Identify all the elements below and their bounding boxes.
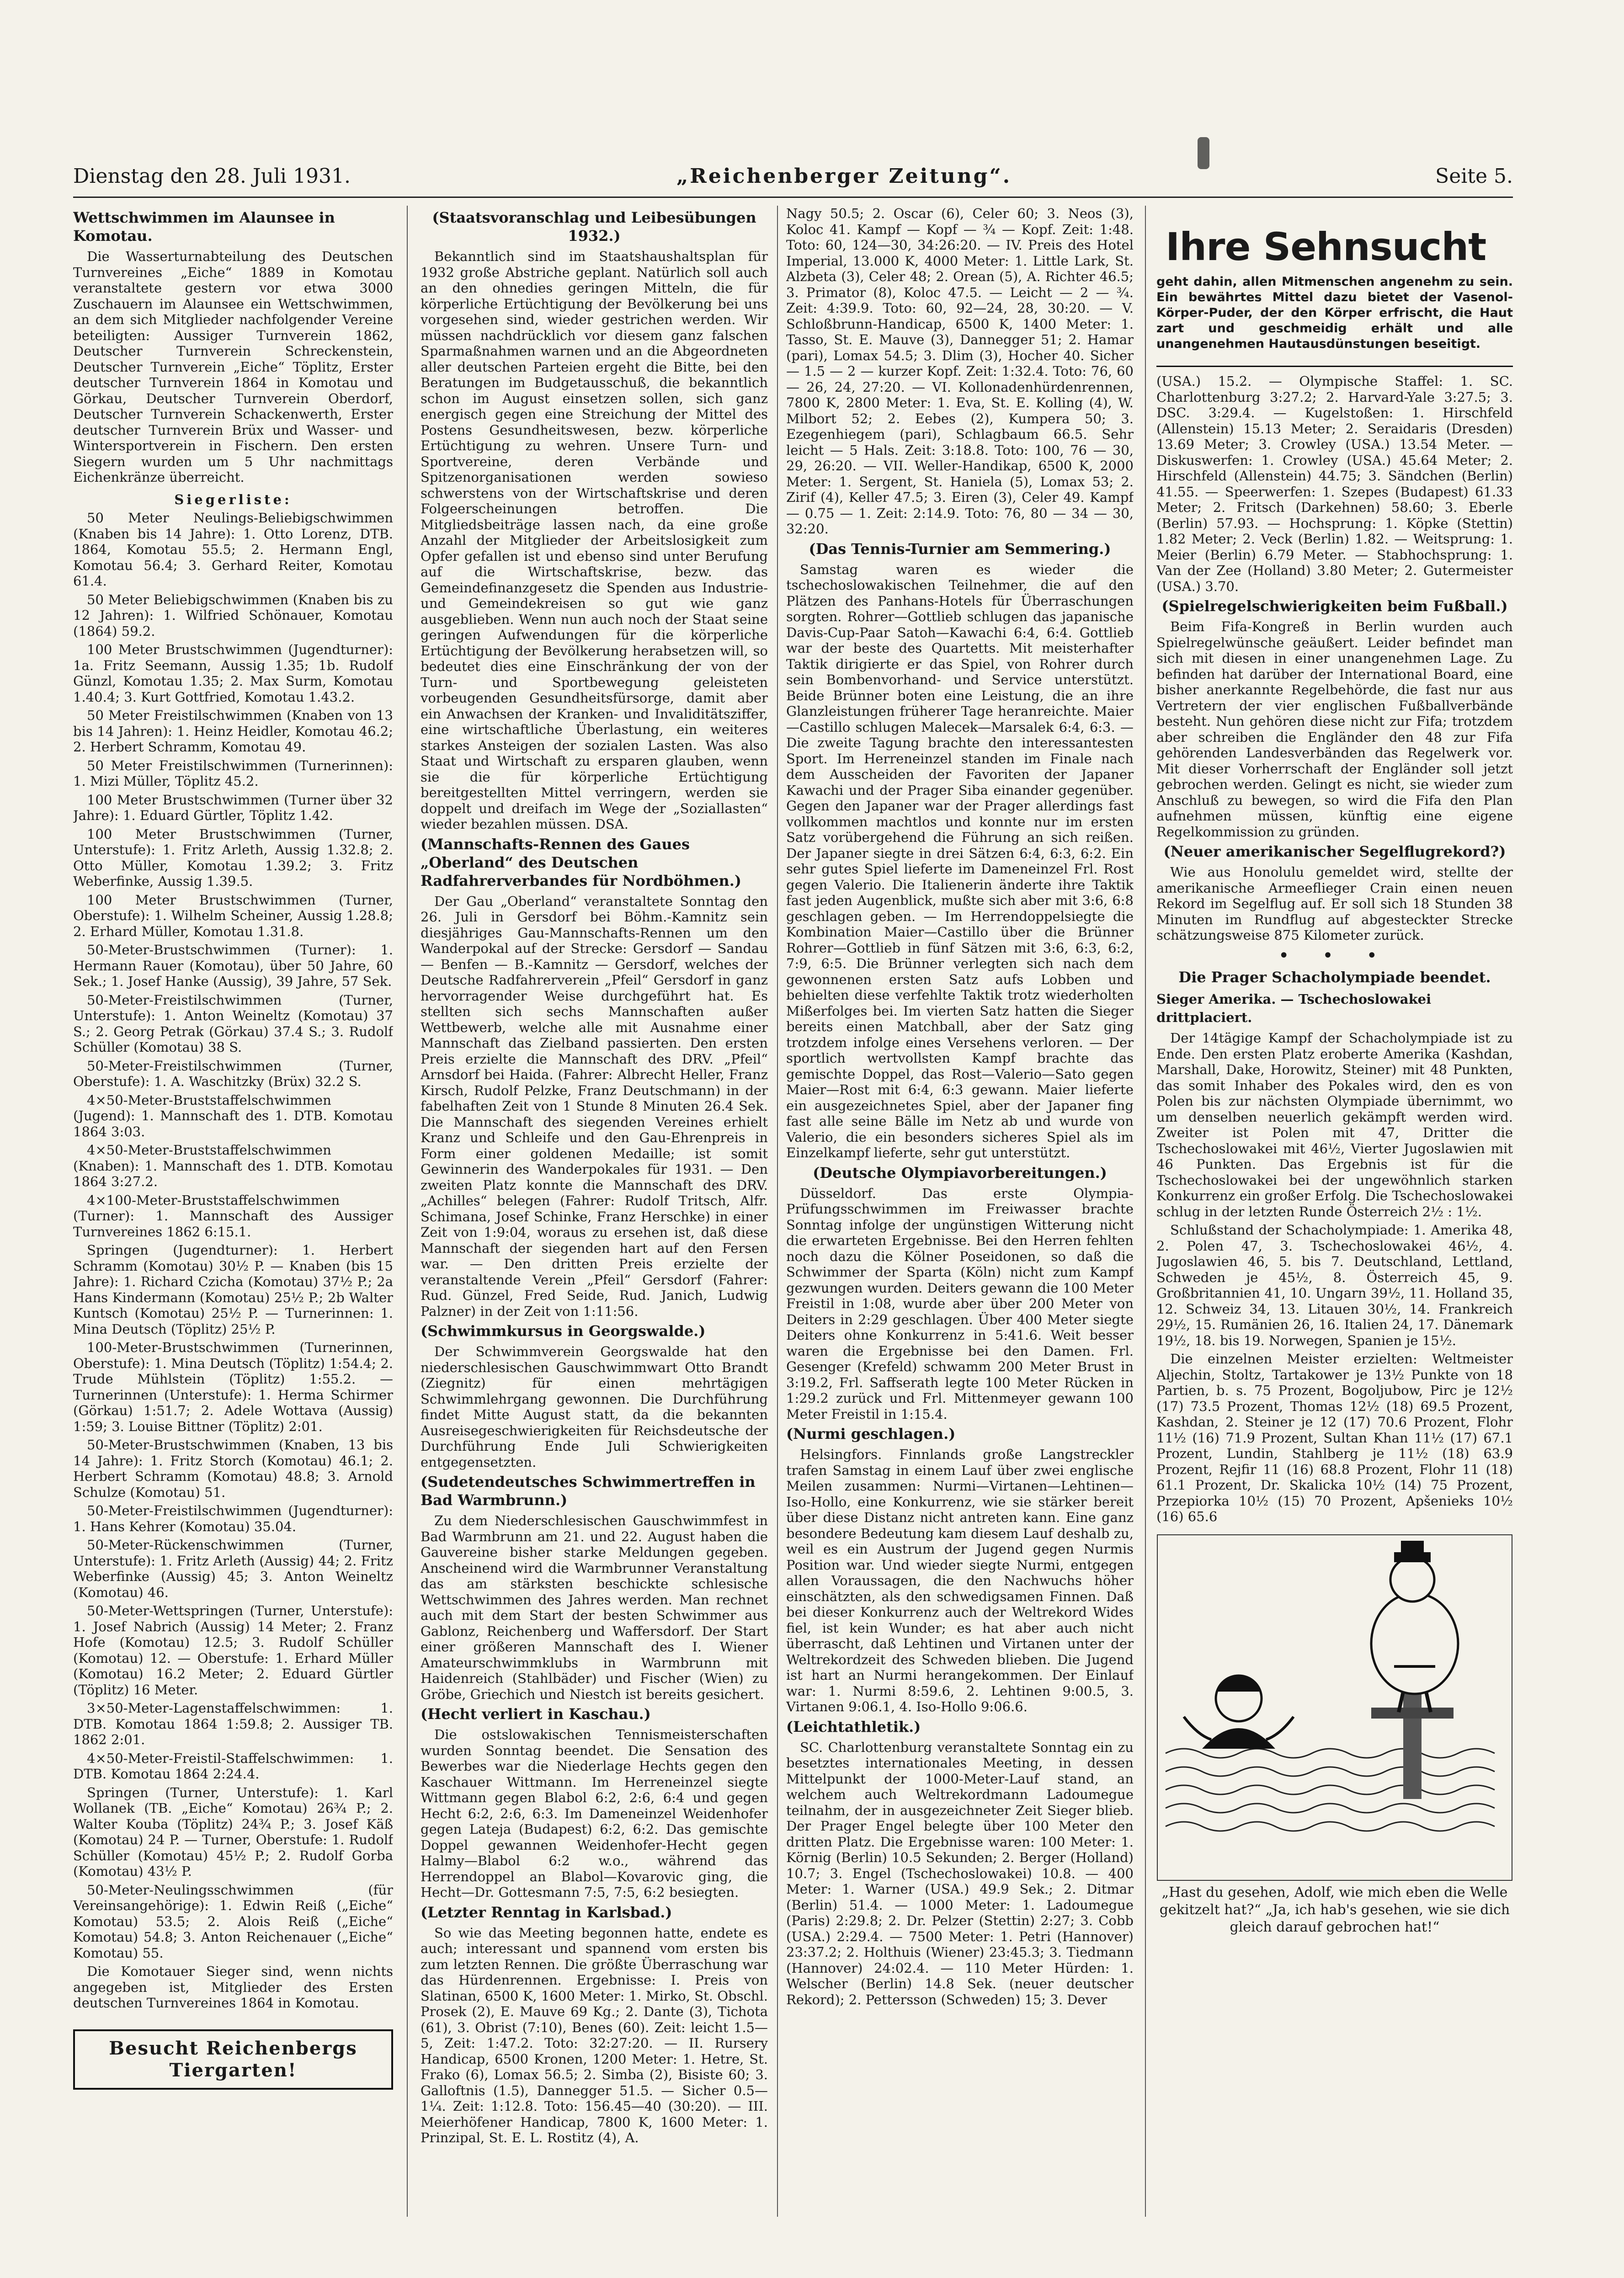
- article-heading: (Das Tennis-Turnier am Semmering.): [809, 540, 1111, 558]
- column-rule: [1145, 206, 1146, 2217]
- result-entry: 4×50-Meter-Freistil-Staffelschwimmen: 1. DTB. Komotau 1864 2:24.4.: [73, 1750, 393, 1782]
- advertisement-zoo: Besucht Reichenbergs Tiergarten!: [73, 2029, 393, 2090]
- result-entry: 4×100-Meter-Bruststaffelschwimmen (Turner): 1. Mannschaft des Aussiger Turnvereines 1862 6:15.1.: [73, 1192, 393, 1240]
- separator-dots: • • •: [1278, 945, 1391, 966]
- article-heading: Wettschwimmen im Alaunsee in Komotau.: [73, 209, 335, 245]
- result-entry: 50-Meter-Freistilschwimmen (Turner, Oberstufe): 1. A. Waschitzky (Brüx) 32.2 S.: [73, 1058, 393, 1089]
- article-heading: (Nurmi geschlagen.): [786, 1425, 956, 1442]
- result-entry: 50 Meter Neulings-Beliebigschwimmen (Knaben bis 14 Jahre): 1. Otto Lorenz, DTB. 1864, Komotau 55.5; 2. Hermann Engl, Komotau 56.4; 3. Gerhard Reiter, Komotau 61.4.: [73, 510, 393, 589]
- result-entry: 50 Meter Beliebigschwimmen (Knaben bis zu 12 Jahren): 1. Wilfried Schönauer, Komotau (1864) 59.2.: [73, 591, 393, 639]
- article-paragraph: Wie aus Honolulu gemeldet wird, stellte der amerikanische Armeeflieger Crain einen neuen Rekord im Segelflug auf. Er soll sich 18 Stunden 38 Minuten im Rundflug auf abgesteckter Strecke schätzungsweise 875 Kilometer zurück.: [1156, 864, 1513, 943]
- results-list: [73, 510, 393, 2011]
- result-entry: 100 Meter Brustschwimmen (Turner, Unterstufe): 1. Fritz Arleth, Aussig 1.32.8; 2. Otto Müller, Komotau 1.39.2; 3. Fritz Weberfinke, Aussig 1.39.5.: [73, 826, 393, 889]
- article-paragraph: Die ostslowakischen Tennismeisterschaften wurden Sonntag beendet. Die Sensation des Bewerbes war die Niederlage Hechts gegen den Kaschauer Wittmann. Im Herreneinzel siegte Wittmann gegen Blabol 6:2, 2:6, 6:4 und gegen Hecht 6:2, 2:6, 6:3. Im Dameneinzel Weidenhofer gegen Lateja (Budapest) 6:2, 6:2. Das gemischte Doppel gewannen Weidenhofer-Hecht gegen Halmy—Blabol 6:2 w.o., während das Herrendoppel an Blabol—Kovarovic ging, die Hecht—Dr. Gottesmann 7:5, 7:5, 6:2 besiegten.: [421, 1727, 768, 1900]
- result-entry: 50-Meter-Wettspringen (Turner, Unterstufe): 1. Josef Nabrich (Aussig) 14 Meter; 2. Franz Hofe (Komotau) 12.5; 3. Rudolf Schüller (Komotau) 12. — Oberstufe: 1. Erhard Müller (Komotau) 16.2 Meter; 2. Eduard Gürtler (Töplitz) 16 Meter.: [73, 1603, 393, 1698]
- article-subheading: Sieger Amerika. — Tschechoslowakei drittplaciert.: [1156, 991, 1432, 1025]
- article-heading: (Mannschafts-Rennen des Gaues „Oberland“ des Deutschen Radfahrerverbandes für Nordböhmen.): [421, 835, 741, 889]
- advertisement-title: Ihre Sehnsucht: [1166, 224, 1486, 269]
- article-paragraph: (USA.) 15.2. — Olympische Staffel: 1. SC. Charlottenburg 3:27.2; 2. Harvard-Yale 3:27.5; 3. DSC. 3:29.4. — Kugelstoßen: 1. Hirschfeld (Allenstein) 15.13 Meter; 2. Seraidaris (Dresden) 13.69 Meter; 3. Crowley (USA.) 13.54 Meter. — Diskuswerfen: 1. Crowley (USA.) 45.64 Meter; 2. Hirschfeld (Allenstein) 44.75; 3. Sändchen (Berlin) 41.55. — Speerwerfen: 1. Szepes (Budapest) 61.33 Meter; 2. Fritsch (Darkehnen) 58.60; 3. Eberle (Berlin) 57.93. — Hochsprung: 1. Köpke (Stettin) 1.82 Meter; 2. Veck (Berlin) 1.82. — Weitsprung: 1. Meier (Berlin) 6.79 Meter. — Stabhochsprung: 1. Van der Zee (Holland) 3.80 Meter; 2. Gutermeister (USA.) 3.70.: [1156, 373, 1513, 594]
- column-3: [786, 206, 1134, 2240]
- article-paragraph: Die Wasserturnabteilung des Deutschen Turnvereines „Eiche“ 1889 in Komotau veranstaltete gestern vor etwa 3000 Zuschauern im Alaunsee ein Wettschwimmen, an dem sich Mitglieder nachfolgender Vereine beteiligten: Aussiger Turnverein 1862, Deutscher Turnverein Schreckenstein, Deutscher Turnverein „Eiche“ Töplitz, Erster deutscher Turnverein 1864 in Komotau und Görkau, Deutscher Turnverein Oberdorf, Deutscher Turnverein Schackenwerth, Erster deutscher Turnverein Brüx und Wasser- und Wintersportverein in Fischern. Den ersten Siegern wurden um 5 Uhr nachmittags Eichenkränze überreicht.: [73, 249, 393, 485]
- result-entry: 100 Meter Brustschwimmen (Turner über 32 Jahre): 1. Eduard Gürtler, Töplitz 1.42.: [73, 792, 393, 823]
- result-entry: 4×50-Meter-Bruststaffelschwimmen (Knaben): 1. Mannschaft des 1. DTB. Komotau 1864 3:27.2.: [73, 1142, 393, 1189]
- article-paragraph: Samstag waren es wieder die tschechoslowakischen Teilnehmer, die auf den Plätzen des Panhans-Hotels für Überraschungen sorgten. Rohrer—Gottlieb schlugen das japanische Davis-Cup-Paar Satoh—Kawachi 6:4, 6:4. Gottlieb war der beste des Quartetts. Mit meisterhafter Taktik dirigierte er das Spiel, von Rohrer durch sein Bombenvorhand- und Service unterstützt. Beide Brünner boten eine Leistung, die an ihre Glanzleistungen früherer Tage heranreichte. Maier—Castillo schlugen Malecek—Marsalek 6:4, 6:3. — Die zweite Tagung brachte den interessantesten Sport. Im Herreneinzel standen im Finale nach dem Ausscheiden der Favoriten der Japaner Kawachi und der Prager Siba einander gegenüber. Gegen den Japaner war der Prager allerdings fast vollkommen machtlos und konnte nur im ersten Satz vorübergehend die Führung an sich reißen. Der Japaner siegte in drei Sätzen 6:4, 6:3, 6:2. Ein sehr gutes Spiel lieferte im Dameneinzel Frl. Rost gegen Valerio. Die Italienerin änderte ihre Taktik fast jeden Augenblick, mußte sich aber mit 3:6, 6:8 geschlagen geben. — Im Herrendoppelsiegte die Kombination Maier—Castillo über die Brünner Rohrer—Gottlieb in fünf Sätzen mit 3:6, 6:3, 6:2, 7:9, 6:5. Die Brünner verlegten sich nach dem gewonnenen ersten Satz aufs Lobben und behielten diese verfehlte Taktik trotz wiederholten Mißerfolges bei. Im vierten Satz hatten die Sieger bereits einen Matchball, aber der Satz ging trotzdem infolge eines Versehens verloren. — Der sportlich wertvollsten Kampf brachte das gemischte Doppel, das Rost—Valerio—Sato gegen Maier—Rost mit 6:4, 6:3 gewann. Maier lieferte ein ausgezeichnetes Spiel, aber der Japaner fing fast alle seine Bälle im Netz ab und wurde von Valerio, die ein besonders sicheres Spiel als im Einzelkampf lieferte, sehr gut unterstützt.: [786, 561, 1134, 1160]
- result-entry: 50-Meter-Neulingsschwimmen (für Vereinsangehörige): 1. Edwin Reiß („Eiche“ Komotau) 53.5; 2. Alois Reiß („Eiche“ Komotau) 54.8; 3. Anton Reichenauer („Eiche“ Komotau) 55.: [73, 1882, 393, 1961]
- article-heading: (Deutsche Olympiavorbereitungen.): [813, 1164, 1107, 1182]
- article-paragraph: Düsseldorf. Das erste Olympia-Prüfungsschwimmen im Freiwasser brachte Sonntag infolge der ungünstigen Witterung nicht die erwarteten Ergebnisse. Bei den Herren fehlten noch dazu die Kölner Poseidonen, so daß die Schwimmer der Sparta (Köln) nicht zum Kampf gezwungen wurden. Deiters gewann die 100 Meter Freistil in 1:08, wurde aber über 200 Meter von Deiters in 2:29 geschlagen. Über 400 Meter siegte Deiters ohne Konkurrenz in 5:41.6. Weit besser waren die Ergebnisse bei den Damen. Frl. Gesenger (Krefeld) schwamm 200 Meter Brust in 3:19.2, Frl. Saffserath legte 100 Meter Rücken in 1:29.2 zurück und Frl. Mittenmeyer gewann 100 Meter Freistil in 1:15.4.: [786, 1185, 1134, 1422]
- article-heading: (Sudetendeutsches Schwimmertreffen in Bad Warmbrunn.): [421, 1473, 756, 1509]
- result-entry: 50-Meter-Brustschwimmen (Turner): 1. Hermann Rauer (Komotau), über 50 Jahre, 60 Sek.; 1. Josef Hanke (Aussig), 39 Jahre, 57 Sek.: [73, 942, 393, 989]
- column-rule: [407, 206, 408, 2217]
- article-paragraph: Der Gau „Oberland“ veranstaltete Sonntag den 26. Juli in Gersdorf bei Böhm.-Kamnitz sein diesjähriges Gau-Mannschafts-Rennen um den Wanderpokal auf der Strecke: Gersdorf — Sandau — Benfen — B.-Kamnitz — Gersdorf, welches der Deutsche Radfahrerverein „Pfeil“ Gersdorf in ganz hervorragender Weise durchgeführt hat. Es stellten sich sechs Mannschaften außer Wettbewerb, welche alle mit Ausnahme einer Mannschaft das Zielband passierten. Den ersten Preis erzielte die Mannschaft des DRV. „Pfeil“ Arnsdorf bei Haida. (Fahrer: Albrecht Heller, Franz Kirsch, Rudolf Pelzke, Franz Deutschmann) in der fabelhaften Zeit von 1 Stunde 8 Minuten 26.4 Sek. Die Mannschaft des siegenden Vereines erhielt Kranz und Schleife und den Gau-Ehrenpreis in Form einer goldenen Medaille; ist somit Gewinnerin des Wanderpokales für 1931. — Den zweiten Platz konnte die Mannschaft des DRV. „Achilles“ belegen (Fahrer: Rudolf Tritsch, Alfr. Schimana, Josef Schinke, Franz Herschke) in einer Zeit von 1:9:04, woraus zu ersehen ist, daß diese Mannschaft der siegenden hart auf den Fersen war. — Den dritten Preis erzielte der veranstaltende Verein „Pfeil“ Gersdorf (Fahrer: Rud. Günzel, Fred Seide, Rud. Janich, Ludwig Palzner) in der Zeit von 1:11:56.: [421, 893, 768, 1319]
- result-entry: Die Komotauer Sieger sind, wenn nichts angegeben ist, Mitglieder des Ersten deutschen Turnvereines 1864 in Komotau.: [73, 1964, 393, 2011]
- result-entry: 100 Meter Brustschwimmen (Jugendturner): 1a. Fritz Seemann, Aussig 1.35; 1b. Rudolf Günzl, Komotau 1.35; 2. Max Surm, Komotau 1.40.4; 3. Kurt Gottfried, Komotau 1.43.2.: [73, 642, 393, 705]
- column-4: [1156, 206, 1513, 2240]
- article-paragraph: Zu dem Niederschlesischen Gauschwimmfest in Bad Warmbrunn am 21. und 22. August haben die Gauvereine bisher starke Meldungen gegeben. Anscheinend wird die Warmbrunner Veranstaltung das am stärksten beschickte schlesische Wettschwimmen des Jahres werden. Man rechnet auch mit dem Start der besten Schwimmer aus Gablonz, Reichenberg und Waffersdorf. Der Start einer größeren Mannschaft des I. Wiener Amateurschwimmklubs in Warmbrunn mit Haidenreich (Stahlbäder) und Fischer (Wien) zu Gröbe, Griechich und Niestch ist bereits gesichert.: [421, 1513, 768, 1702]
- article-paragraph: So wie das Meeting begonnen hatte, endete es auch; interessant und spannend vom ersten bis zum letzten Rennen. Die größte Überraschung war das Hürdenrennen. Ergebnisse: I. Preis von Slatinan, 6500 K, 1600 Meter: 1. Mirko, St. Obschl. Prosek (2), E. Mauve 69 Kg.; 2. Dante (3), Tichota (61), 3. Obrist (7:10), Benes (60). Zeit: leicht 1.5—5, Zeit: 1:47.2. Toto: 32:27:20. — II. Rursery Handicap, 6500 Kronen, 1200 Meter: 1. Hetre, St. Frako (6), Lomax 56.5; 2. Simba (2), Bisiste 60; 3. Galloftnis (1.5), Dannegger 51.5. — Sicher 0.5—1¼. Zeit: 1:12.8. Toto: 156.45—40 (30:20). — III. Meierhöfener Handicap, 7800 K, 1600 Meter: 1. Prinzipal, St. E. L. Rostitz (4), A.: [421, 1925, 768, 2145]
- cartoon-caption: „Hast du gesehen, Adolf, wie mich eben die Welle gekitzelt hat?“ „Ja, ich hab's gesehen, wie sie dich gleich darauf gebrochen hat!“: [1159, 1884, 1510, 1935]
- divider: [1156, 366, 1513, 367]
- column-1: [73, 206, 393, 2240]
- article-heading: (Spielregelschwierigkeiten beim Fußball.): [1161, 597, 1508, 615]
- result-entry: 50-Meter-Brustschwimmen (Knaben, 13 bis 14 Jahre): 1. Fritz Storch (Komotau) 46.1; 2. Herbert Schramm (Komotau) 48.8; 3. Arnold Schulze (Komotau) 51.: [73, 1437, 393, 1500]
- result-entry: 4×50-Meter-Bruststaffelschwimmen (Jugend): 1. Mannschaft des 1. DTB. Komotau 1864 3:03.: [73, 1092, 393, 1139]
- page-header: [73, 160, 1513, 198]
- article-paragraph: Helsingfors. Finnlands große Langstreckler trafen Samstag in einem Lauf über zwei englische Meilen zusammen: Nurmi—Virtanen—Lehtinen—Iso-Hollo, eine Konkurrenz, wie sie stärker bereit über diese Distanz nicht antreten kann. Eine ganz besondere Bedeutung kam diesem Lauf deshalb zu, weil es ein Austrum der Jugend gegen Nurmis Position war. Und wieder siegte Nurmi, entgegen allen Voraussagen, die den Nachwuchs höher einschätzten, als den schwedigsamen Finnen. Daß bei dieser Konkurrenz auch der Weltrekord Wides fiel, ist kein Wunder; es hat aber auch nicht überrascht, daß Lehtinen und Virtanen unter der Weltrekordzeit des Schweden blieben. Die Jugend ist hart an Nurmi herangekommen. Der Einlauf war: 1. Nurmi 8:59.6, 2. Lehtinen 9:00.5, 3. Virtanen 9:06.1, 4. Iso-Hollo 9:06.6.: [786, 1447, 1134, 1714]
- article-paragraph: Der Schwimmverein Georgswalde hat den niederschlesischen Gauschwimmwart Otto Brandt (Ziegnitz) für einen mehrtägigen Schwimmlehrgang gewonnen. Die Durchführung findet Mitte August statt, da die bekannten Ausreisegeschwierigkeiten für Reichsdeutsche der Durchführung Ende Juli Schwierigkeiten entgegensetzten.: [421, 1344, 768, 1470]
- header-page-number: Seite 5.: [1435, 165, 1513, 188]
- cartoon-illustration: [1156, 1534, 1513, 1881]
- column-rule: [777, 206, 778, 2217]
- subheading: Siegerliste:: [174, 491, 292, 507]
- result-entry: 50-Meter-Freistilschwimmen (Jugendturner): 1. Hans Kehrer (Komotau) 35.04.: [73, 1503, 393, 1534]
- result-entry: 100 Meter Brustschwimmen (Turner, Oberstufe): 1. Wilhelm Scheiner, Aussig 1.28.8; 2. Erhard Müller, Komotau 1.31.8.: [73, 892, 393, 939]
- article-paragraph: Bekanntlich sind im Staatshaushaltsplan für 1932 große Abstriche geplant. Natürlich soll auch an den ohnedies geringen Mitteln, die für körperliche Ertüchtigung der Bevölkerung bei uns vorgesehen sind, wieder gestrichen werden. Wir müssen nachdrücklich vor diesem ganz falschen Sparmaßnahmen warnen und an die Abgeordneten aller deutschen Parteien ergeht die Bitte, bei den Beratungen im Budgetausschuß, die bekanntlich schon im August einsetzen sollen, sich ganz energisch gegen eine Streichung der Mittel des Postens Gesundheitswesen, bezw. körperliche Ertüchtigung zu wehren. Unsere Turn- und Sportvereine, deren Verbände und Spitzenorganisationen werden sowieso schwerstens von der Wirtschaftskrise und deren Folgeerscheinungen betroffen. Die Mitgliedsbeiträge lassen nach, da eine große Anzahl der Mitglieder der Arbeitslosigkeit zum Opfer gefallen ist und ebenso sind unter Berufung auf die Wirtschaftskrise, bezw. das Gemeindefinanzgesetz die Spenden aus Industrie- und Gemeindekreisen so gut wie ganz ausgeblieben. Wenn nun auch noch der Staat seine geringen Aufwendungen für die körperliche Ertüchtigung der Bevölkerung herabsetzen will, so bedeutet dies eine Einschränkung der von der Turn- und Sportbewegung geleisteten vorbeugenden Gesundheitsfürsorge, damit aber ein Anwachsen der Kranken- und Invaliditätsziffer, eine wirtschaftliche Überlastung, ein weiteres starkes Ansteigen der sozialen Lasten. Was also Staat und Wirtschaft zu ersparen glauben, wenn sie die für körperliche Ertüchtigung bereitgestellten Mittel verringern, werden sie doppelt und dreifach im Wege der „Soziallasten“ wieder bezahlen müssen. DSA.: [421, 249, 768, 832]
- article-paragraph: Der 14tägige Kampf der Schacholympiade ist zu Ende. Den ersten Platz eroberte Amerika (Kashdan, Marshall, Dake, Horowitz, Steiner) mit 48 Punkten, das somit Inhaber des Pokales wird, den es von Polen bis zur nächsten Olympiade übernimmt, wo um denselben neuerlich gekämpft werden wird. Zweiter ist Polen mit 47, Dritter die Tschechoslowakei mit 46½, Vierter Jugoslawien mit 46 Punkten. Das Ergebnis ist für die Tschechoslowakei bei der ungewöhnlich starken Konkurrenz ein großer Erfolg. Die Tschechoslowakei schlug in der letzten Runde Österreich 2½ : 1½.: [1156, 1030, 1513, 1219]
- advertisement-text: geht dahin, allen Mitmenschen angenehm zu sein. Ein bewährtes Mittel dazu bietet der Vasenol-Körper-Puder, der den Körper erfrischt, die Haut zart und geschmeidig erhält und alle unangenehmen Hautausdünstungen beseitigt.: [1156, 275, 1513, 351]
- cartoon-drawing: [1156, 1534, 1513, 1881]
- article-paragraph: Beim Fifa-Kongreß in Berlin wurden auch Spielregelwünsche geäußert. Leider befindet man sich mit diesen in einer unangenehmen Lage. Zu befinden hat darüber der International Board, eine bisher anerkannte Regelbehörde, die fast nur aus Vertretern der vier englischen Fußballverbände besteht. Nun gehören diese nicht zur Fifa; trotzdem aber schreiben die Engländer den 48 zur Fifa gehörenden Landesverbänden das Regelwerk vor. Mit dieser Vorherrschaft der Engländer soll jetzt gebrochen werden. Gelingt es nicht, sie wieder zum Anschluß zu bewegen, so wird die Fifa den Plan aufnehmen müssen, künftig eine eigene Regelkommission zu gründen.: [1156, 619, 1513, 840]
- article-heading: (Schwimmkursus in Georgswalde.): [421, 1322, 706, 1340]
- article-heading: (Neuer amerikanischer Segelflugrekord?): [1163, 843, 1506, 860]
- article-paragraph: Schlußstand der Schacholympiade: 1. Amerika 48, 2. Polen 47, 3. Tschechoslowakei 46½, 4. Jugoslawien 46, 5. bis 7. Deutschland, Lettland, Schweden je 45½, 8. Österreich 45, 9. Großbritannien 41, 10. Ungarn 39½, 11. Holland 35, 12. Schweiz 34, 13. Litauen 30½, 14. Frankreich 29½, 15. Rumänien 26, 16. Italien 24, 17. Dänemark 19½, 18. bis 19. Norwegen, Spanien je 15½.: [1156, 1222, 1513, 1348]
- article-paragraph: SC. Charlottenburg veranstaltete Sonntag ein zu besetztes internationales Meeting, in dessen Mittelpunkt der 1000-Meter-Lauf stand, an welchem auch Weltrekordmann Ladoumegue teilnahm, der in ausgezeichneter Zeit Sieger blieb. Der Prager Engel belegte über 100 Meter den dritten Platz. Die Ergebnisse waren: 100 Meter: 1. Körnig (Berlin) 10.5 Sekunden; 2. Berger (Holland) 10.7; 3. Engel (Tschechoslowakei) 10.8. — 400 Meter: 1. Warner (USA.) 49.9 Sek.; 2. Ditmar (Berlin) 51.4. — 1000 Meter: 1. Ladoumegue (Paris) 2:29.8; 2. Dr. Pelzer (Stettin) 2:27; 3. Cobb (USA.) 2:29.4. — 7500 Meter: 1. Petri (Hannover) 23:37.2; 2. Holthuis (Wiener) 23:45.3; 3. Tiedmann (Hannover) 24:02.4. — 110 Meter Hürden: 1. Welscher (Berlin) 14.8 Sek. (neuer deutscher Rekord); 2. Pettersson (Schweden) 15; 3. Dever: [786, 1739, 1134, 2007]
- result-entry: 50-Meter-Freistilschwimmen (Turner, Unterstufe): 1. Anton Weineltz (Komotau) 37 S.; 2. Georg Petrak (Görkau) 37.4 S.; 3. Rudolf Schüller (Komotau) 38 S.: [73, 992, 393, 1055]
- article-heading: (Letzter Renntag in Karlsbad.): [421, 1903, 672, 1921]
- header-date: Dienstag den 28. Juli 1931.: [73, 165, 351, 188]
- result-entry: Springen (Turner, Unterstufe): 1. Karl Wollanek (TB. „Eiche“ Komotau) 26¾ P.; 2. Walter Kouba (Töplitz) 24¾ P.; 3. Josef Käß (Komotau) 24 P. — Turner, Oberstufe: 1. Rudolf Schüller (Komotau) 45½ P.; 2. Rudolf Gorba (Komotau) 43½ P.: [73, 1784, 393, 1879]
- article-heading: (Staatsvoranschlag und Leibesübungen 1932.): [432, 209, 756, 245]
- article-heading: Die Prager Schacholympiade beendet.: [1178, 969, 1491, 986]
- result-entry: 50 Meter Freistilschwimmen (Turnerinnen): 1. Mizi Müller, Töplitz 45.2.: [73, 757, 393, 789]
- result-entry: 3×50-Meter-Lagenstaffelschwimmen: 1. DTB. Komotau 1864 1:59.8; 2. Aussiger TB. 1862 2:01.: [73, 1700, 393, 1747]
- header-newspaper-title: „Reichenberger Zeitung“.: [676, 165, 1012, 188]
- column-2: [421, 206, 768, 2240]
- result-entry: 50-Meter-Rückenschwimmen (Turner, Unterstufe): 1. Fritz Arleth (Aussig) 44; 2. Fritz Weberfinke (Aussig) 45; 3. Anton Weineltz (Komotau) 46.: [73, 1537, 393, 1600]
- article-paragraph: Die einzelnen Meister erzielten: Weltmeister Aljechin, Stoltz, Tartakower je 13½ Punkte von 18 Partien, b. s. 75 Prozent, Bogoljubow, Pirc je 12½ (17) 73.5 Prozent, Thomas 12½ (18) 69.5 Prozent, Kashdan, 2. Steiner je 12 (17) 70.6 Prozent, Flohr 11½ (16) 71.9 Prozent, Sultan Khan 11½ (17) 67.1 Prozent, Lundin, Stahlberg je 11½ (18) 63.9 Prozent, Rejfir 11 (16) 68.8 Prozent, Flohr 11 (18) 61.1 Prozent, Dr. Skalicka 10½ (14) 75 Prozent, Przepiorka 10½ (15) 70 Prozent, Apšenieks 10½ (16) 65.6: [1156, 1351, 1513, 1524]
- article-paragraph: Nagy 50.5; 2. Oscar (6), Celer 60; 3. Neos (3), Koloc 41. Kampf — Kopf — ¾ — Kopf. Zeit: 1:48. Toto: 60, 124—30, 34:26:20. — IV. Preis des Hotel Imperial, 13.000 K, 4000 Meter: 1. Little Lark, St. Alzbeta (3), Celer 48; 2. Orean (5), A. Richter 46.5; 3. Primator (8), Koloc 47.5. — Leicht — 2 — ¾. Zeit: 4:39.9. Toto: 60, 92—24, 28, 30:20. — V. Schloßbrunn-Handicap, 6500 K, 1400 Meter: 1. Tasso, St. E. Mauve (3), Dannegger 51; 2. Hamar (pari), Lomax 54.5; 3. Dlim (3), Hocher 40. Sicher — 1.5 — 2 — kurzer Kopf. Zeit: 1:32.4. Toto: 76, 60 — 26, 24, 27:20. — VI. Kollonadenhürdenrennen, 7800 K, 2800 Meter: 1. Eva, St. E. Kolling (4), W. Milbort 52; 2. Eebes (2), Kumpera 50; 3. Ezegenhiegem (pari), Schlagbaum 66.5. Sehr leicht — 5 Hals. Zeit: 3:18.8. Toto: 100, 76 — 30, 29, 26:20. — VII. Weller-Handikap, 6500 K, 2000 Meter: 1. Sergent, St. Haniela (5), Lomax 53; 2. Zirif (4), Keller 47.5; 3. Eiren (3), Celer 49. Kampf — 0.75 — 1. Zeit: 2:14.9. Toto: 76, 80 — 34 — 30, 32:20.: [786, 206, 1134, 537]
- article-heading: (Leichtathletik.): [786, 1718, 921, 1735]
- article-heading: (Hecht verliert in Kaschau.): [421, 1705, 651, 1723]
- result-entry: Springen (Jugendturner): 1. Herbert Schramm (Komotau) 30½ P. — Knaben (bis 15 Jahre): 1. Richard Czicha (Komotau) 37½ P.; 2a Hans Kindermann (Komotau) 25½ P.; 2b Walter Kuntsch (Komotau) 25½ P. — Turnerinnen: 1. Mina Deutsch (Töplitz) 25½ P.: [73, 1242, 393, 1337]
- result-entry: 100-Meter-Brustschwimmen (Turnerinnen, Oberstufe): 1. Mina Deutsch (Töplitz) 1:54.4; 2. Trude Mühlstein (Töplitz) 1:55.2. — Turnerinnen (Unterstufe): 1. Herma Schirmer (Görkau) 1:51.7; 2. Adele Wottava (Aussig) 1:59; 3. Louise Bittner (Töplitz) 2:01.: [73, 1340, 393, 1434]
- result-entry: 50 Meter Freistilschwimmen (Knaben von 13 bis 14 Jahren): 1. Heinz Heidler, Komotau 46.2; 2. Herbert Schramm, Komotau 49.: [73, 708, 393, 755]
